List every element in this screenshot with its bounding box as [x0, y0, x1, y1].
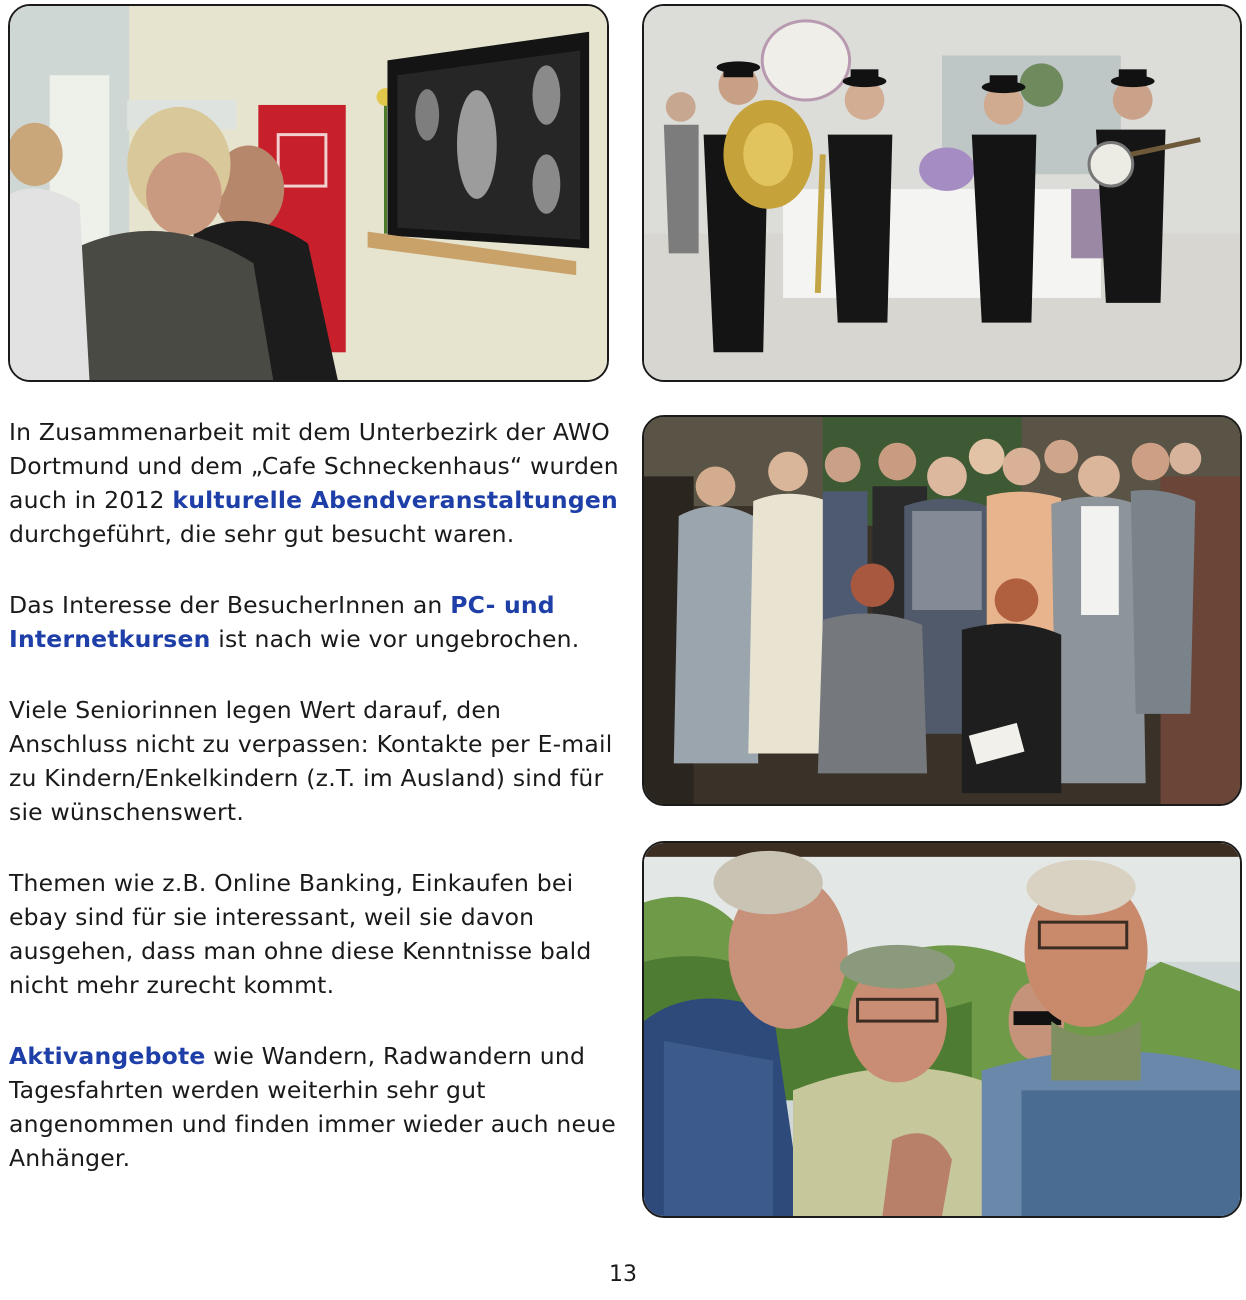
paragraph-aktivangebote: [9, 1039, 624, 1175]
paragraph-kultur-text-end: durchgeführt, die sehr gut besucht waren.: [9, 520, 515, 548]
page-number: 13: [609, 1262, 637, 1287]
paragraph-pc-kurse-text-end: ist nach wie vor ungebrochen.: [210, 625, 580, 653]
paragraph-pc-kurse: [9, 588, 624, 656]
photo-exhibition-visitors: [8, 4, 609, 382]
paragraph-kultur-text-start: In Zusammenarbeit mit dem Unterbezirk der AWO Dortmund und dem „Cafe Schneckenhaus“ wurden auch in 2012: [9, 418, 619, 514]
paragraph-email: Viele Seniorinnen legen Wert darauf, den Anschluss nicht zu verpassen: Kontakte per E-mail zu Kindern/Enkelkindern (z.T. im Ausland) sind für sie wünschenswert.: [9, 696, 613, 826]
text-column: [9, 415, 624, 1212]
highlight-kulturelle-abendveranstaltungen: kulturelle Abendveranstaltungen: [172, 486, 618, 514]
photo-hikers: [642, 841, 1242, 1218]
photo-band-musicians: [642, 4, 1242, 382]
paragraph-aktivangebote-text-end: wie Wandern, Radwandern und Tagesfahrten werden weiterhin sehr gut angenommen und finden immer wieder auch neue Anhänger.: [9, 1042, 616, 1172]
highlight-pc-und-internetkursen: PC- und Internetkursen: [9, 591, 555, 653]
paragraph-themen: Themen wie z.B. Online Banking, Einkaufen bei ebay sind für sie interessant, weil sie davon ausgehen, dass man ohne diese Kenntnisse bald nicht mehr zurecht kommt.: [9, 869, 592, 999]
photo-group-portrait: [642, 415, 1242, 806]
paragraph-pc-kurse-text-start: Das Interesse der BesucherInnen an: [9, 591, 451, 619]
paragraph-kultur: [9, 415, 624, 551]
highlight-aktivangebote: Aktivangebote: [9, 1042, 206, 1070]
